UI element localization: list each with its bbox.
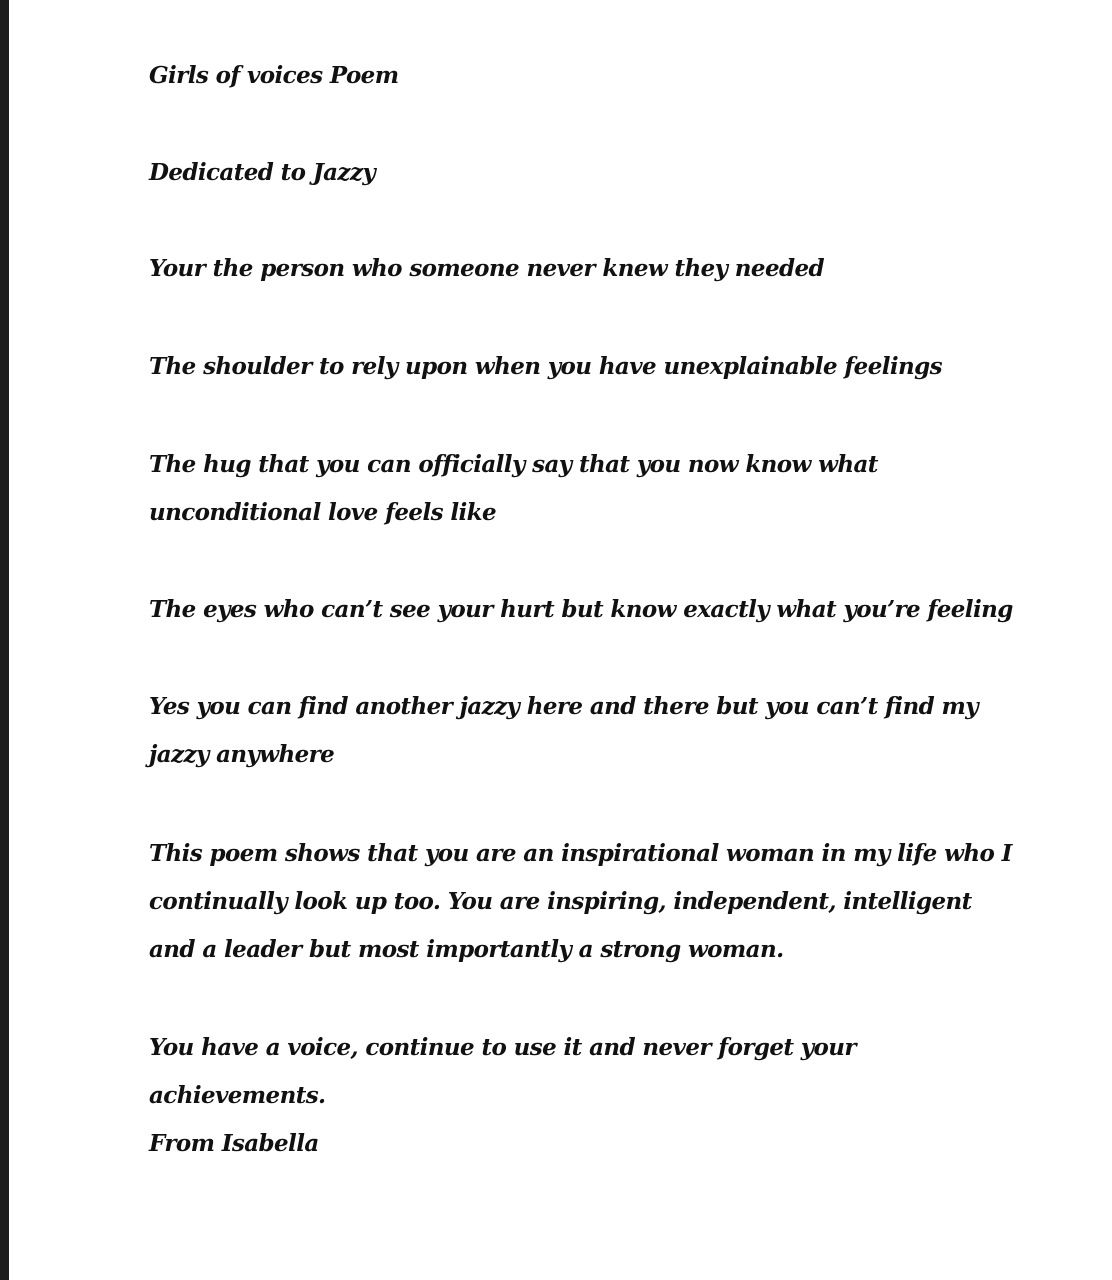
poem-line: Yes you can find another jazzy here and there but you can’t find my jazzy anywhere	[149, 693, 978, 768]
explanation-paragraph: This poem shows that you are an inspirational woman in my life who I continually look up too. You are inspiring, independent, intelligent and a leader but most importantly a strong woman.	[149, 840, 1012, 963]
poem-title: Girls of voices Poem	[149, 62, 399, 89]
dedication-line: Dedicated to Jazzy	[149, 159, 376, 186]
document-page	[9, 0, 1112, 1280]
poem-line: Your the person who someone never knew they needed	[149, 255, 824, 282]
poem-line: The eyes who can’t see your hurt but know exactly what you’re feeling	[149, 596, 1013, 623]
signature-line: From Isabella	[149, 1130, 319, 1157]
poem-line: The hug that you can officially say that you now know what unconditional love feels like	[149, 451, 878, 526]
poem-line: The shoulder to rely upon when you have unexplainable feelings	[149, 353, 942, 380]
closing-message: You have a voice, continue to use it and never forget your achievements.	[149, 1034, 856, 1109]
page-left-edge	[0, 0, 9, 1280]
